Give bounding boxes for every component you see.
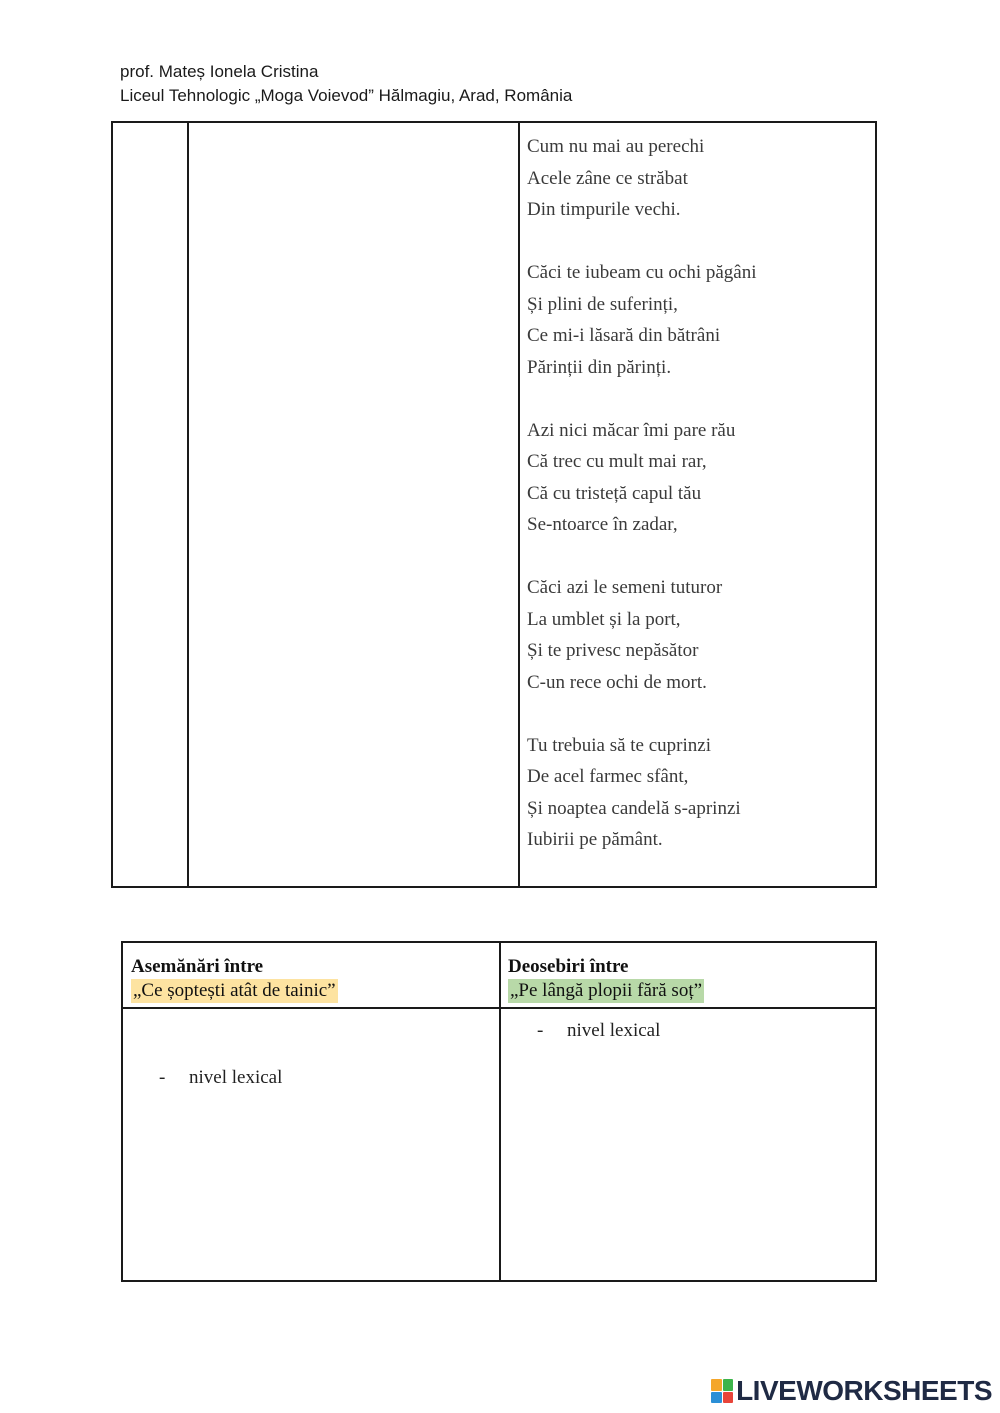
poem-line: Iubirii pe pământ. — [527, 829, 663, 850]
poem-line: Se-ntoarce în zadar, — [527, 514, 678, 535]
table-column-divider — [518, 123, 520, 886]
poem-line: Tu trebuia să te cuprinzi — [527, 734, 711, 756]
differences-answer-item[interactable] — [537, 1019, 660, 1043]
poem-line: Acele zâne ce străbat — [527, 167, 688, 189]
poem-line: Căci te iubeam cu ochi păgâni — [527, 262, 757, 283]
stanza — [527, 131, 867, 226]
logo-mark-icon — [711, 1379, 733, 1403]
school-line: Liceul Tehnologic „Moga Voievod” Hălmagiu, Arad, România — [120, 86, 573, 105]
poem-table — [111, 121, 877, 888]
stanza — [527, 572, 867, 698]
author-line: prof. Mateș Ionela Cristina — [120, 62, 319, 81]
poem-line: C-un rece ochi de mort. — [527, 671, 707, 693]
differences-header — [508, 955, 704, 1003]
stanza — [527, 730, 867, 856]
stanza — [527, 415, 867, 541]
poem-line: Și noaptea candelă s-aprinzi — [527, 797, 741, 819]
poem-line: Căci azi le semeni tuturor — [527, 577, 723, 598]
similarities-header — [131, 955, 338, 1003]
differences-poem-quote: „Pe lângă plopii fără soț” — [510, 980, 703, 1001]
similarities-title: Asemănări între — [131, 956, 264, 977]
similarities-answer-item[interactable] — [159, 1066, 282, 1090]
table-row-divider — [123, 1007, 875, 1009]
poem-line: De acel farmec sfânt, — [527, 766, 689, 787]
poem-line: Și te privesc nepăsător — [527, 640, 699, 661]
poem-cell — [527, 131, 867, 887]
logo-text: LIVEWORKSHEETS — [736, 1375, 992, 1406]
poem-line: Că cu tristeță capul tău — [527, 482, 702, 504]
table-column-divider — [187, 123, 189, 886]
similarities-poem-quote: „Ce șoptești atât de tainic” — [133, 980, 336, 1001]
bullet-text: nivel lexical — [567, 1020, 661, 1041]
poem-line: Ce mi-i lăsară din bătrâni — [527, 325, 721, 346]
differences-title: Deosebiri între — [508, 956, 629, 977]
table-column-divider — [499, 943, 501, 1280]
poem-line: Părinții din părinți. — [527, 356, 672, 378]
poem-line: Azi nici măcar îmi pare rău — [527, 419, 736, 441]
bullet-dash: - — [159, 1067, 166, 1088]
comparison-table — [121, 941, 877, 1282]
liveworksheets-logo[interactable] — [711, 1373, 992, 1409]
poem-line: Cum nu mai au perechi — [527, 136, 705, 157]
bullet-text: nivel lexical — [189, 1067, 283, 1088]
poem-line: La umblet și la port, — [527, 608, 681, 630]
document-header — [120, 60, 572, 108]
poem-line: Că trec cu mult mai rar, — [527, 451, 707, 472]
stanza — [527, 257, 867, 383]
bullet-dash: - — [537, 1020, 544, 1041]
poem-line: Și plini de suferinți, — [527, 293, 678, 315]
poem-line: Din timpurile vechi. — [527, 199, 681, 220]
